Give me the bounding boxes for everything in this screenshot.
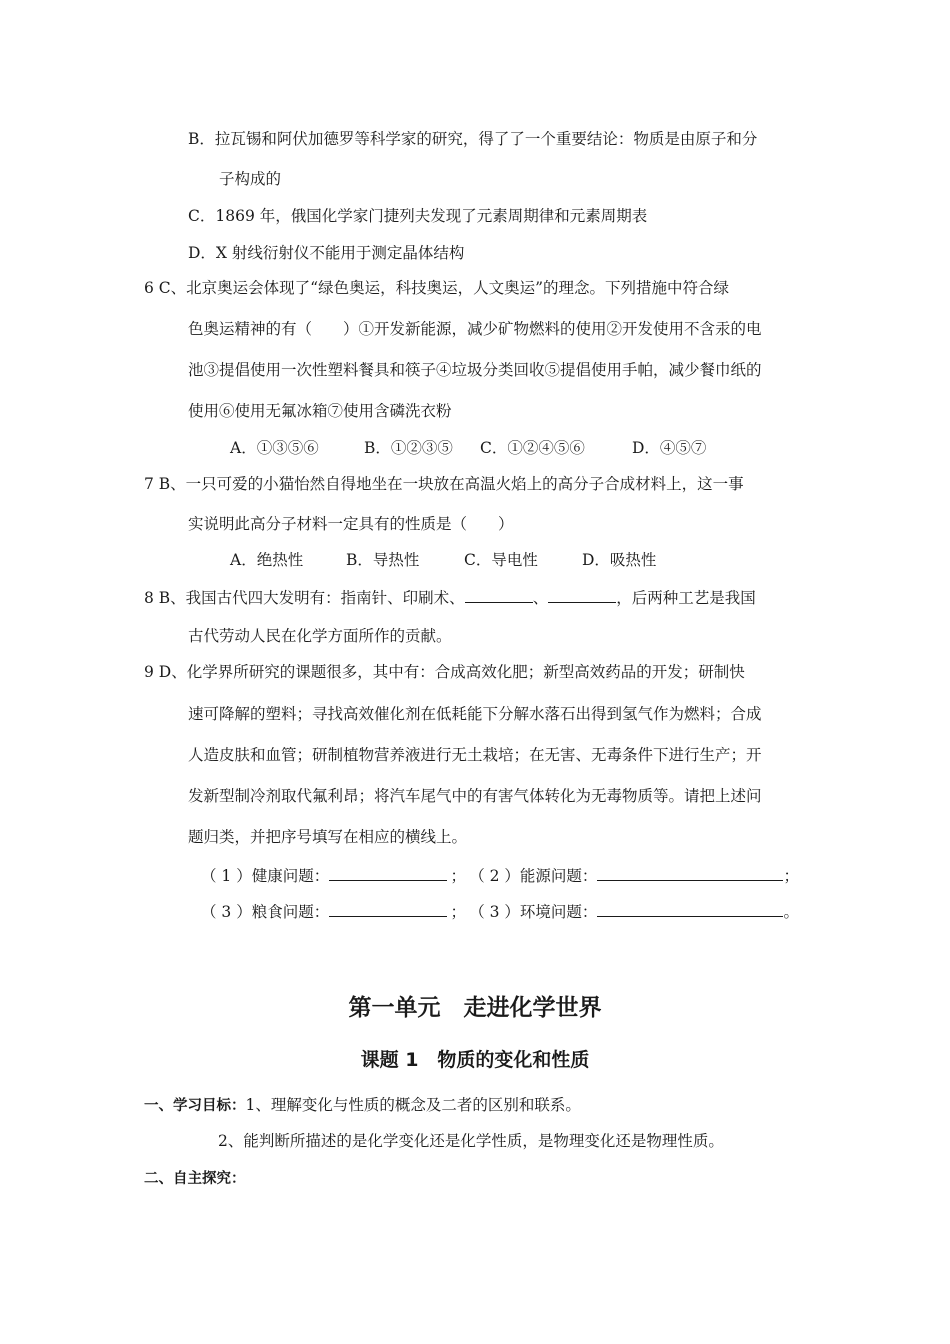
q9-health-blank[interactable] [329,864,447,881]
q9-environment-blank[interactable] [597,900,783,917]
q8-stem-line1 [144,586,756,608]
q6-option-a: A．①③⑤⑥ [230,439,319,457]
q9-stem-line5: 题归类，并把序号填写在相应的横线上。 [188,828,468,846]
q9-energy-label: （ 2 ）能源问题： [469,867,598,885]
q9-stem-line3: 人造皮肤和血管；研制植物营养液进行无土栽培；在无害、无毒条件下进行生产；开 [188,746,762,764]
q9-stem-line4: 发新型制冷剂取代氟利昂；将汽车尾气中的有害气体转化为无毒物质等。请把上述问 [188,787,762,805]
q6-option-b: B．①②③⑤ [364,439,453,457]
objectives-row1 [144,1095,581,1116]
q9-energy-blank[interactable] [597,864,783,881]
q8-text-post: ，后两种工艺是我国 [616,589,756,607]
q9-row2-end: 。 [783,903,799,921]
lesson-title: 课题 1 物质的变化和性质 [360,1049,590,1071]
q7-option-a: A．绝热性 [230,551,304,569]
q9-stem-line1: 9 D、化学界所研究的课题很多，其中有：合成高效化肥；新型高效药品的开发；研制快 [144,663,745,681]
q5-option-c: C．1869 年，俄国化学家门捷列夫发现了元素周期律和元素周期表 [188,207,648,225]
explore-heading: 二、自主探究： [144,1171,246,1187]
unit-title: 第一单元 走进化学世界 [348,995,602,1021]
q9-health-label: （ 1 ）健康问题： [201,867,330,885]
q9-food-label: （ 3 ）粮食问题： [201,903,330,921]
q6-stem-line4: 使用⑥使用无氟冰箱⑦使用含磷洗衣粉 [188,402,452,420]
q8-text-pre: 8 B、我国古代四大发明有：指南针、印刷术、 [144,589,465,607]
q8-blank-2[interactable] [548,586,616,603]
q5-option-b-line1: B．拉瓦锡和阿伏加德罗等科学家的研究，得了了一个重要结论：物质是由原子和分 [188,130,758,148]
q6-option-c: C．①②④⑤⑥ [480,439,585,457]
q7-option-c: C．导电性 [464,551,538,569]
q8-text-sep: 、 [532,589,549,607]
q7-option-d: D．吸热性 [582,551,657,569]
q5-option-d: D．X 射线衍射仪不能用于测定晶体结构 [188,244,465,262]
q7-stem-line1: 7 B、一只可爱的小猫怡然自得地坐在一块放在高温火焰上的高分子合成材料上，这一事 [144,475,744,493]
q9-row1-end: ； [783,867,799,885]
q9-fill-row2 [201,900,799,922]
q7-options [230,550,656,570]
q9-fill-row1 [201,864,799,886]
q9-environment-label: （ 3 ）环境问题： [469,903,598,921]
q8-blank-1[interactable] [465,586,533,603]
q9-row2-sep: ； [450,903,466,921]
objectives-heading: 一、学习目标： [144,1098,246,1114]
q9-stem-line2: 速可降解的塑料；寻找高效催化剂在低耗能下分解水落石出得到氢气作为燃料；合成 [188,705,762,723]
q7-option-b: B．导热性 [346,551,420,569]
q9-row1-sep: ； [450,867,466,885]
objective-item-1: 1、理解变化与性质的概念及二者的区别和联系。 [245,1096,581,1114]
q6-stem-line1: 6 C、北京奥运会体现了“绿色奥运，科技奥运，人文奥运”的理念。下列措施中符合绿 [144,279,729,297]
q6-options [230,438,706,458]
q5-option-b-line2: 子构成的 [219,170,282,188]
q8-stem-line2: 古代劳动人民在化学方面所作的贡献。 [188,627,452,645]
q6-option-d: D．④⑤⑦ [632,439,707,457]
q6-stem-line3: 池③提倡使用一次性塑料餐具和筷子④垃圾分类回收⑤提倡使用手帕，减少餐巾纸的 [188,361,762,379]
q9-food-blank[interactable] [329,900,447,917]
q7-stem-line2: 实说明此高分子材料一定具有的性质是（ ） [188,515,514,533]
q6-stem-line2: 色奥运精神的有（ ）①开发新能源，减少矿物燃料的使用②开发使用不含汞的电 [188,320,762,338]
objective-item-2: 2、能判断所描述的是化学变化还是化学性质，是物理变化还是物理性质。 [218,1132,724,1150]
